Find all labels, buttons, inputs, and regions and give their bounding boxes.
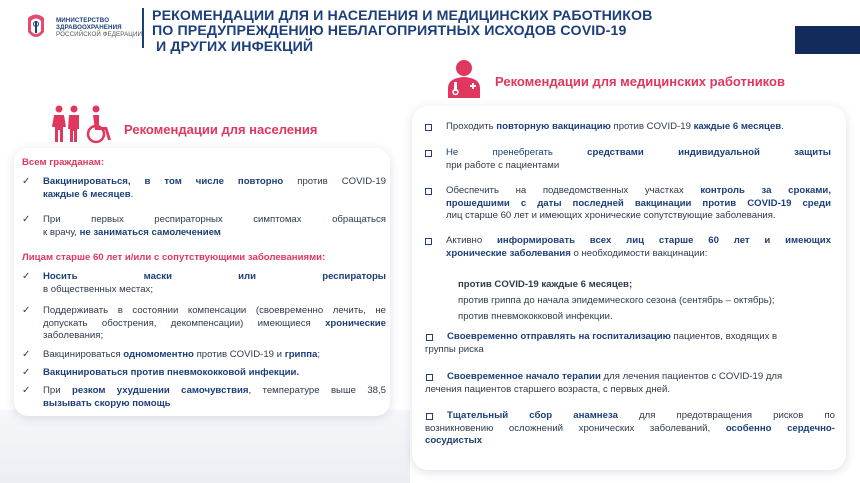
list-item: Своевременное начало терапии для лечения пациентов с COVID-19 для лечения пациентов старшего возраста, с первых дней. [425, 371, 783, 395]
check-icon: ✓ [22, 271, 31, 282]
square-bullet-icon [425, 188, 432, 195]
list-item: При первых респираторных симптомах обращаться к врачу, не заниматься самолечением [43, 214, 386, 238]
medical-title: Рекомендации для медицинских работников [495, 74, 785, 89]
list-item: Вакцинироваться одномоментно против COVID-19 и гриппа; [43, 349, 321, 360]
doctor-icon [444, 58, 484, 98]
ministry-name: МИНИСТЕРСТВО ЗДРАВООХРАНЕНИЯ РОССИЙСКОЙ ФЕДЕРАЦИИ [56, 17, 143, 38]
square-bullet-icon [425, 124, 432, 131]
check-icon: ✓ [22, 176, 31, 187]
square-bullet-icon [425, 150, 432, 157]
sub-item: против COVID-19 каждые 6 месяцев; [458, 279, 633, 290]
list-item: Тщательный сбор анамнеза для предотвращения рисков по возникновению осложнений хронических заболеваний, особенно сердечно- сосудистых [425, 410, 835, 447]
sub-item: против пневмококковой инфекции. [458, 311, 613, 322]
list-item: Вакцинироваться, в том числе повторно против COVID-19 каждые 6 месяцев. [43, 176, 386, 200]
list-item: Носить маски или респираторы в общественных местах; [43, 271, 386, 295]
check-icon: ✓ [22, 214, 31, 225]
check-icon: ✓ [22, 385, 31, 396]
list-item: Не пренебрегать средствами индивидуальной защиты при работе с пациентами [446, 147, 831, 171]
list-item: Проходить повторную вакцинацию против COVID-19 каждые 6 месяцев. [446, 121, 784, 132]
list-item: Вакцинироваться против пневмококковой инфекции. [43, 367, 300, 378]
check-icon: ✓ [22, 367, 31, 378]
list-item: Активно информировать всех лиц старше 60 лет и имеющих хронические заболевания о необходимости вакцинации: [446, 235, 831, 259]
background-fade [0, 410, 410, 483]
list-item: При резком ухудшении самочувствия, температуре выше 38,5 вызывать скорую помощь [43, 385, 386, 409]
sub-item: против гриппа до начала эпидемического сезона (сентябрь – октябрь); [458, 295, 775, 306]
header-divider [142, 8, 144, 48]
people-icon [52, 104, 116, 144]
population-title: Рекомендации для населения [124, 122, 318, 137]
square-bullet-icon [425, 238, 432, 245]
all-citizens-header: Всем гражданам: [22, 157, 105, 168]
list-item: Поддерживать в состоянии компенсации (своевременно лечить, не допускать обострения, декомпенсации) имеющиеся хронические заболевания; [43, 305, 386, 342]
page-title: РЕКОМЕНДАЦИИ ДЛЯ И НАСЕЛЕНИЯ И МЕДИЦИНСКИХ РАБОТНИКОВ ПО ПРЕДУПРЕЖДЕНИЮ НЕБЛАГОПРИЯТНЫХ ИСХОДОВ COVID-19 И ДРУГИХ ИНФЕКЦИЙ [152, 8, 653, 55]
older-header: Лицам старше 60 лет и/или с сопутствующими заболеваниями: [22, 252, 326, 263]
list-item: Своевременно отправлять на госпитализацию пациентов, входящих в группы риска [425, 331, 778, 355]
list-item: Обеспечить на подведомственных участках контроль за сроками, прошедшими с даты последней вакцинации против COVID-19 среди лиц старше 60 лет и имеющих хронические сопутствующие заболевания. [446, 185, 831, 222]
ministry-emblem-icon [24, 12, 48, 44]
check-icon: ✓ [22, 305, 31, 316]
corner-tab [795, 26, 860, 54]
check-icon: ✓ [22, 349, 31, 360]
